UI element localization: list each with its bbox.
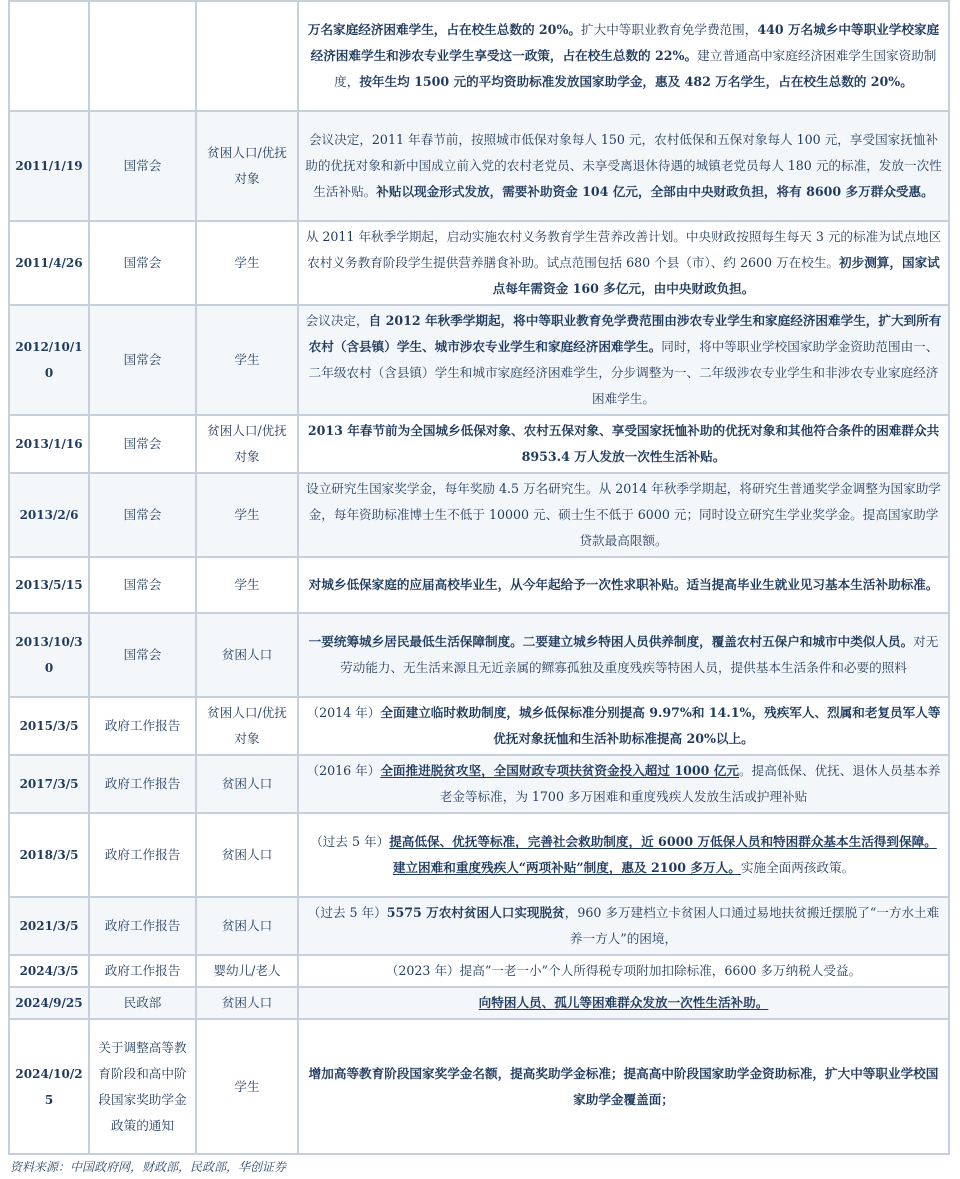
source-cell: 政府工作报告 bbox=[89, 897, 196, 955]
content-text: 会议决定，2011 年春节前，按照城市低保对象每人 150 元，农村低保和五保对象每人 100 元，享受国家抚恤补助的优抚对象和新中国成立前入党的农村老党员、未享受离退休待遇的城镇老党员每人 180 元的标准，发放一次性生活补贴。 bbox=[305, 132, 942, 199]
target-cell: 贫困人口 bbox=[196, 613, 298, 697]
content-cell bbox=[298, 557, 949, 613]
content-text: 全面建立临时救助制度，城乡低保标准分别提高 9.97%和 14.1%，残疾军人、烈属和老复员军人等优抚对象抚恤和生活补助标准提高 20%以上。 bbox=[380, 705, 941, 746]
source-cell: 国常会 bbox=[89, 415, 196, 473]
source-footnote: 资料来源：中国政府网，财政部，民政部，华创证券 bbox=[10, 1160, 287, 1174]
content-text: 扩大中等职业教育免学费范围， bbox=[581, 22, 758, 37]
content-cell bbox=[298, 955, 949, 987]
content-text: 万名家庭经济困难学生，占在校生总数的 20%。 bbox=[307, 22, 582, 37]
content-text: 增加高等教育阶段国家奖学金名额，提高奖助学金标准；提高高中阶段国家助学金资助标准，扩大中等职业学校国家助学金覆盖面； bbox=[308, 1065, 939, 1107]
policy-table-body bbox=[9, 1, 949, 1154]
target-cell: 贫困人口/优抚对象 bbox=[196, 111, 298, 221]
date-cell: 2015/3/5 bbox=[9, 697, 89, 755]
target-cell: 学生 bbox=[196, 557, 298, 613]
table-row bbox=[9, 987, 949, 1019]
source-cell: 国常会 bbox=[89, 305, 196, 415]
content-cell bbox=[298, 897, 949, 955]
content-text: 5575 万农村贫困人口实现脱贫 bbox=[386, 905, 565, 920]
source-cell: 政府工作报告 bbox=[89, 955, 196, 987]
content-text: 初步测算，国家试点每年需资金 160 多亿元，由中央财政负担。 bbox=[492, 255, 940, 296]
table-row bbox=[9, 557, 949, 613]
source-cell: 国常会 bbox=[89, 613, 196, 697]
content-text: 对城乡低保家庭的应届高校毕业生，从今年起给予一次性求职补贴。适当提高毕业生就业见习基本生活补助标准。 bbox=[308, 577, 939, 592]
date-cell: 2011/1/19 bbox=[9, 111, 89, 221]
content-text: （2023 年）提高“一老一小”个人所得税专项附加扣除标准，6600 多万纳税人受益。 bbox=[385, 963, 862, 978]
target-cell: 婴幼儿/老人 bbox=[196, 955, 298, 987]
table-row bbox=[9, 755, 949, 813]
table-row bbox=[9, 305, 949, 415]
date-cell: 2011/4/26 bbox=[9, 221, 89, 305]
content-text: 按年生均 1500 元的平均资助标准发放国家助学金，惠及 482 万名学生，占在校生总数的 20%。 bbox=[359, 74, 913, 89]
policy-table bbox=[8, 0, 950, 1155]
date-cell: 2013/2/6 bbox=[9, 473, 89, 557]
target-cell bbox=[196, 1, 298, 111]
content-text: 建立普通高中家庭经济困难学生国家资助制度， bbox=[334, 48, 937, 89]
target-cell: 贫困人口 bbox=[196, 897, 298, 955]
source-cell: 政府工作报告 bbox=[89, 755, 196, 813]
target-cell: 贫困人口 bbox=[196, 755, 298, 813]
date-cell: 2012/10/10 bbox=[9, 305, 89, 415]
date-cell: 2024/10/25 bbox=[9, 1019, 89, 1154]
table-row bbox=[9, 697, 949, 755]
content-text: （2014 年） bbox=[306, 705, 381, 720]
source-cell: 政府工作报告 bbox=[89, 813, 196, 897]
content-text: ，960 多万建档立卡贫困人口通过易地扶贫搬迁摆脱了“一方水土难养一方人”的困境， bbox=[564, 905, 940, 946]
content-cell bbox=[298, 613, 949, 697]
content-text: 440 万名城乡中等职业学校家庭经济困难学生和涉农专业学生享受这一政策，占在校生总数的 22%。 bbox=[310, 22, 940, 63]
content-text: 补贴以现金形式发放，需要补助资金 104 亿元，全部由中央财政负担，将有 8600 多万群众受惠。 bbox=[376, 184, 934, 199]
date-cell: 2013/5/15 bbox=[9, 557, 89, 613]
content-cell bbox=[298, 813, 949, 897]
content-text: 自 2012 年秋季学期起，将中等职业教育免学费范围由涉农专业学生和家庭经济困难学生，扩大到所有农村（含县镇）学生、城市涉农专业学生和家庭经济困难学生。 bbox=[308, 313, 942, 354]
table-row bbox=[9, 955, 949, 987]
content-text: 全面推进脱贫攻坚，全国财政专项扶贫资金投入超过 1000 亿元 bbox=[380, 763, 739, 778]
content-text: 从 2011 年秋季学期起，启动实施农村义务教育学生营养改善计划。中央财政按照每生每天 3 元的标准为试点地区农村义务教育阶段学生提供营养膳食补助。试点范围包括 680 个县（市）、约 2600 万在校生。 bbox=[305, 229, 942, 270]
table-row bbox=[9, 1, 949, 111]
content-cell bbox=[298, 415, 949, 473]
content-cell bbox=[298, 755, 949, 813]
table-row bbox=[9, 473, 949, 557]
source-cell: 政府工作报告 bbox=[89, 697, 196, 755]
table-row bbox=[9, 897, 949, 955]
source-cell: 国常会 bbox=[89, 473, 196, 557]
content-text: 向特困人员、孤儿等困难群众发放一次性生活补助。 bbox=[478, 995, 769, 1010]
date-cell: 2013/1/16 bbox=[9, 415, 89, 473]
content-text: 设立研究生国家奖学金，每年奖励 4.5 万名研究生。从 2014 年秋季学期起，将研究生普通奖学金调整为国家助学金，每年资助标准博士生不低于 10000 元、硕士生不低于 6000 元；同时设立研究生学业奖学金。提高国家助学贷款最高限额。 bbox=[306, 481, 941, 548]
content-text: 。提高低保、优抚、退休人员基本养老金等标准，为 1700 多万困难和重度残疾人发放生活或护理补贴 bbox=[439, 763, 941, 804]
content-text: 会议决定， bbox=[305, 313, 369, 328]
content-text: （过去 5 年） bbox=[310, 834, 390, 849]
table-row bbox=[9, 813, 949, 897]
source-cell: 关于调整高等教育阶段和高中阶段国家奖助学金政策的通知 bbox=[89, 1019, 196, 1154]
date-cell bbox=[9, 1, 89, 111]
target-cell: 贫困人口/优抚对象 bbox=[196, 697, 298, 755]
table-row bbox=[9, 221, 949, 305]
date-cell: 2018/3/5 bbox=[9, 813, 89, 897]
content-text: 对无劳动能力、无生活来源且无近亲属的鳏寡孤独及重度残疾等特困人员，提供基本生活条件和必要的照料 bbox=[340, 634, 939, 675]
source-cell: 国常会 bbox=[89, 221, 196, 305]
content-cell bbox=[298, 473, 949, 557]
source-cell: 国常会 bbox=[89, 557, 196, 613]
table-row bbox=[9, 415, 949, 473]
target-cell: 贫困人口 bbox=[196, 813, 298, 897]
target-cell: 学生 bbox=[196, 1019, 298, 1154]
date-cell: 2013/10/30 bbox=[9, 613, 89, 697]
target-cell: 学生 bbox=[196, 473, 298, 557]
content-cell bbox=[298, 987, 949, 1019]
date-cell: 2024/9/25 bbox=[9, 987, 89, 1019]
date-cell: 2017/3/5 bbox=[9, 755, 89, 813]
content-cell bbox=[298, 1019, 949, 1154]
date-cell: 2024/3/5 bbox=[9, 955, 89, 987]
content-cell bbox=[298, 1, 949, 111]
content-text: （过去 5 年） bbox=[307, 905, 387, 920]
table-row bbox=[9, 111, 949, 221]
target-cell: 贫困人口/优抚对象 bbox=[196, 415, 298, 473]
source-cell: 国常会 bbox=[89, 111, 196, 221]
content-cell bbox=[298, 111, 949, 221]
content-text: 提高低保、优抚等标准，完善社会救助制度，近 6000 万低保人员和特困群众基本生活得到保障。建立困难和重度残疾人“两项补贴”制度，惠及 2100 多万人。 bbox=[389, 834, 937, 875]
table-row bbox=[9, 613, 949, 697]
target-cell: 学生 bbox=[196, 305, 298, 415]
table-row bbox=[9, 1019, 949, 1154]
content-text: 实施全面两孩政策。 bbox=[740, 860, 855, 875]
content-cell bbox=[298, 221, 949, 305]
content-text: （2016 年） bbox=[306, 763, 381, 778]
content-cell bbox=[298, 305, 949, 415]
content-text: 2013 年春节前为全国城乡低保对象、农村五保对象、享受国家抚恤补助的优抚对象和其他符合条件的困难群众共 8953.4 万人发放一次性生活补贴。 bbox=[307, 423, 940, 464]
content-text: 一要统筹城乡居民最低生活保障制度。二要建立城乡特困人员供养制度，覆盖农村五保户和城市中类似人员。 bbox=[308, 634, 914, 649]
date-cell: 2021/3/5 bbox=[9, 897, 89, 955]
content-cell bbox=[298, 697, 949, 755]
target-cell: 学生 bbox=[196, 221, 298, 305]
content-text: 同时，将中等职业学校国家助学金资助范围由一、二年级农村（含县镇）学生和城市家庭经济困难学生，分步调整为一、二年级涉农专业学生和非涉农专业家庭经济困难学生。 bbox=[308, 339, 939, 406]
target-cell: 贫困人口 bbox=[196, 987, 298, 1019]
source-cell: 民政部 bbox=[89, 987, 196, 1019]
source-cell bbox=[89, 1, 196, 111]
